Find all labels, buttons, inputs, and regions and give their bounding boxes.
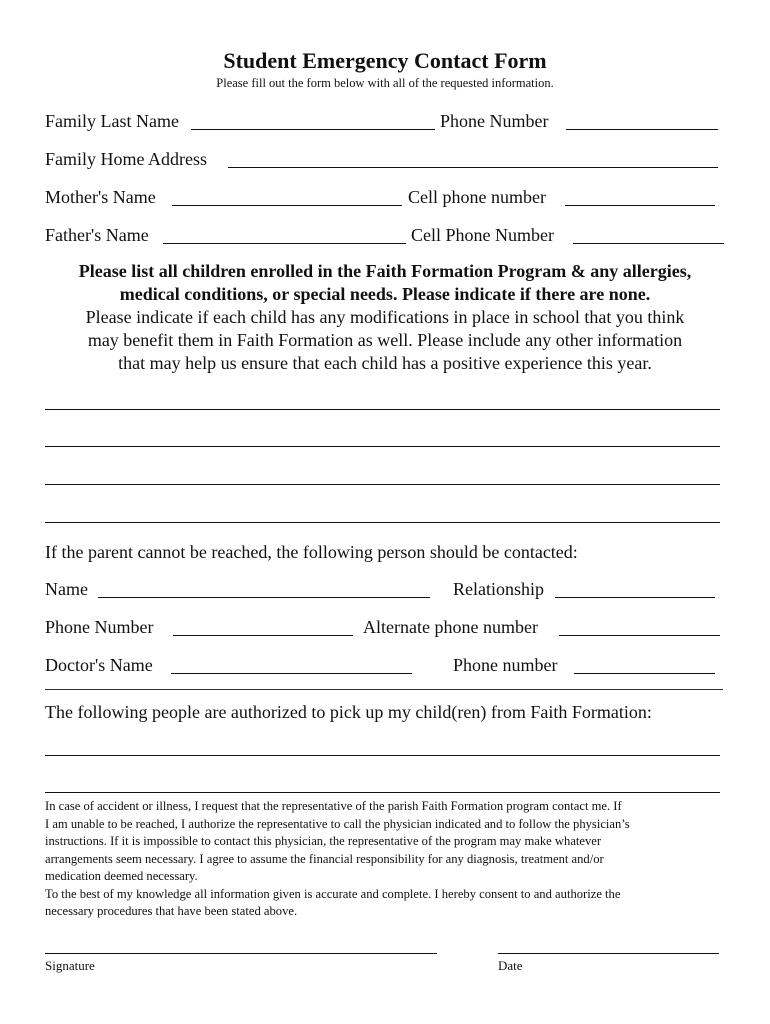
father-cell-field[interactable] <box>573 223 724 244</box>
consent-line-6: To the best of my knowledge all information given is accurate and complete. I hereby consent to and authorize the <box>45 886 621 901</box>
form-subtitle: Please fill out the form below with all of the requested information. <box>216 76 554 90</box>
contact-phone-row <box>45 614 720 638</box>
date-field[interactable] <box>498 953 719 954</box>
consent-line-4: arrangements seem necessary. I agree to assume the financial responsibility for any diagnosis, treatment and/or <box>45 851 604 866</box>
instruction-line-5: that may help us ensure that each child has a positive experience this year. <box>118 353 652 373</box>
doctor-phone-label: Phone number <box>453 655 558 675</box>
family-home-address-label: Family Home Address <box>45 149 207 169</box>
instruction-bold-line-1: Please list all children enrolled in the Faith Formation Program & any allergies, <box>78 261 692 281</box>
doctors-name-field[interactable] <box>171 653 412 674</box>
form-title: Student Emergency Contact Form <box>223 48 547 73</box>
mother-row <box>45 184 720 208</box>
consent-paragraph <box>45 798 725 921</box>
alternate-contact-heading: If the parent cannot be reached, the following person should be contacted: <box>45 542 578 562</box>
children-answer-line-2[interactable] <box>45 446 720 447</box>
family-last-name-field[interactable] <box>191 109 435 130</box>
phone-number-label: Phone Number <box>440 111 549 131</box>
family-last-name-label: Family Last Name <box>45 111 179 131</box>
doctors-name-label: Doctor's Name <box>45 655 153 675</box>
fathers-name-label: Father's Name <box>45 225 149 245</box>
alternate-phone-field[interactable] <box>559 615 720 636</box>
consent-line-3: instructions. If it is impossible to contact this physician, the representative of the program may make whatever <box>45 834 602 848</box>
signature-field[interactable] <box>45 953 437 954</box>
date-label: Date <box>498 958 523 973</box>
mothers-name-field[interactable] <box>172 185 402 206</box>
pickup-answer-line-1[interactable] <box>45 755 720 756</box>
children-answer-line-3[interactable] <box>45 484 720 485</box>
contact-phone-label: Phone Number <box>45 617 154 637</box>
consent-line-2: I am unable to be reached, I authorize the representative to call the physician indicated and to follow the physician’s <box>45 816 630 831</box>
instruction-bold-line-2: medical conditions, or special needs. Please indicate if there are none. <box>119 284 651 304</box>
children-answer-line-4[interactable] <box>45 522 720 523</box>
relationship-label: Relationship <box>453 579 544 599</box>
children-instructions <box>40 260 730 375</box>
instruction-line-3: Please indicate if each child has any modifications in place in school that you think <box>85 307 685 327</box>
father-row <box>45 222 720 246</box>
fathers-name-field[interactable] <box>163 223 406 244</box>
alternate-phone-label: Alternate phone number <box>363 617 538 637</box>
family-name-row <box>45 108 720 132</box>
section-divider <box>45 689 723 690</box>
instruction-line-4: may benefit them in Faith Formation as well. Please include any other information <box>87 330 683 350</box>
consent-line-1: In case of accident or illness, I request that the representative of the parish Faith Formation program contact me. If <box>45 799 622 813</box>
children-answer-line-1[interactable] <box>45 409 720 410</box>
signature-label: Signature <box>45 958 95 973</box>
contact-name-field[interactable] <box>98 577 430 598</box>
relationship-field[interactable] <box>555 577 715 598</box>
mothers-name-label: Mother's Name <box>45 187 156 207</box>
pickup-heading: The following people are authorized to pick up my child(ren) from Faith Formation: <box>45 702 652 722</box>
alternate-contact-heading-row <box>45 539 720 563</box>
pickup-answer-line-2[interactable] <box>45 792 720 793</box>
home-address-row <box>45 146 720 170</box>
consent-line-7: necessary procedures that have been stated above. <box>45 904 298 918</box>
doctor-row <box>45 652 720 676</box>
family-home-address-field[interactable] <box>228 147 718 168</box>
phone-number-field[interactable] <box>566 109 718 130</box>
father-cell-label: Cell Phone Number <box>411 225 554 245</box>
doctor-phone-field[interactable] <box>574 653 715 674</box>
pickup-heading-row <box>45 699 720 723</box>
contact-name-label: Name <box>45 579 88 599</box>
contact-name-row <box>45 576 720 600</box>
mother-cell-label: Cell phone number <box>408 187 546 207</box>
mother-cell-field[interactable] <box>565 185 715 206</box>
consent-line-5: medication deemed necessary. <box>45 869 198 883</box>
contact-phone-field[interactable] <box>173 615 353 636</box>
